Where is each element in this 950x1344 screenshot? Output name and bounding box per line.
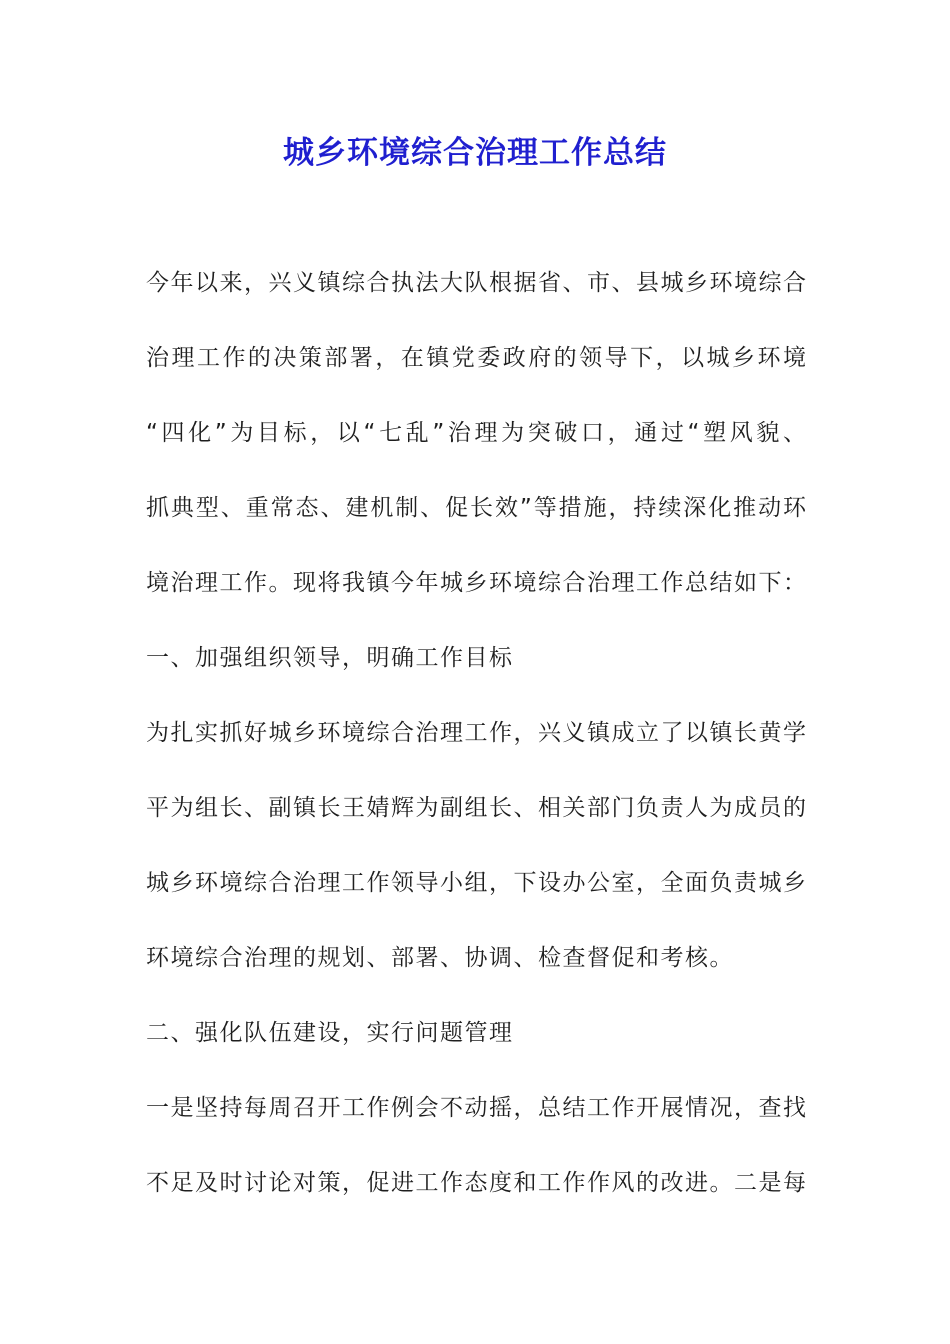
paragraph-line: 平为组长、副镇长王婧辉为副组长、相关部门负责人为成员的 (146, 795, 806, 821)
section-heading: 二、强化队伍建设，实行问题管理 (146, 1020, 514, 1046)
paragraph-line: 今年以来，兴义镇综合执法大队根据省、市、县城乡环境综合 (146, 270, 806, 296)
paragraph-line: 治理工作的决策部署，在镇党委政府的领导下，以城乡环境 (146, 345, 806, 371)
paragraph-line: 城乡环境综合治理工作领导小组，下设办公室，全面负责城乡 (146, 870, 806, 896)
paragraph-line: 环境综合治理的规划、部署、协调、检查督促和考核。 (146, 945, 734, 971)
paragraph-line: “四化”为目标，以“七乱”治理为突破口，通过“塑风貌、 (146, 420, 806, 446)
paragraph-line: 一是坚持每周召开工作例会不动摇，总结工作开展情况，查找 (146, 1095, 806, 1121)
section-heading: 一、加强组织领导，明确工作目标 (146, 645, 514, 671)
paragraph-line: 抓典型、重常态、建机制、促长效”等措施，持续深化推动环 (146, 495, 806, 521)
document-title: 城乡环境综合治理工作总结 (283, 135, 667, 171)
paragraph-line: 为扎实抓好城乡环境综合治理工作，兴义镇成立了以镇长黄学 (146, 720, 806, 746)
paragraph-line: 不足及时讨论对策，促进工作态度和工作作风的改进。二是每 (146, 1170, 806, 1196)
paragraph-line: 境治理工作。现将我镇今年城乡环境综合治理工作总结如下： (146, 570, 806, 596)
